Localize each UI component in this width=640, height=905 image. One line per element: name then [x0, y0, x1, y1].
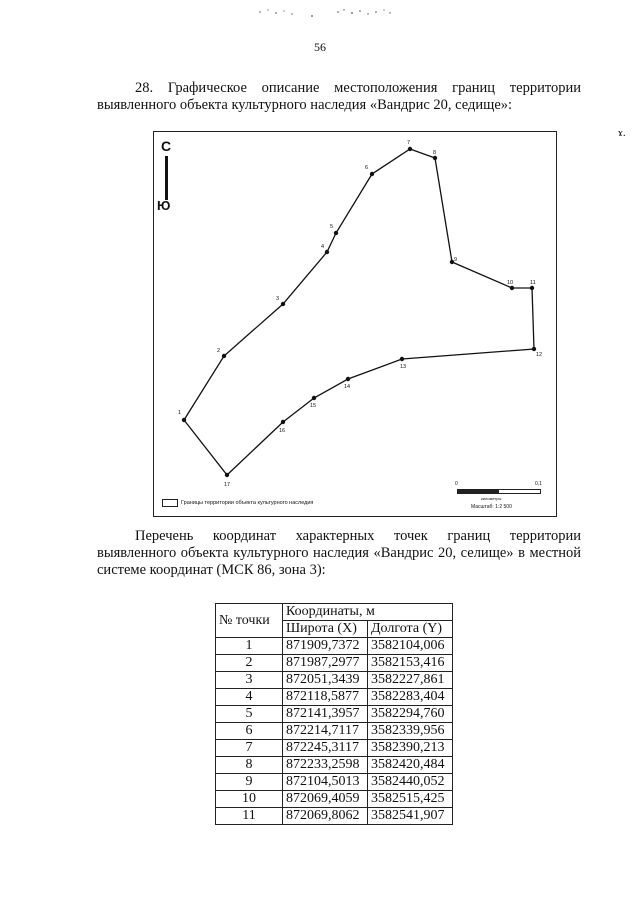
boundary-point — [225, 473, 229, 477]
point-number-cell: 1 — [216, 638, 283, 655]
longitude-cell: 3582104,006 — [368, 638, 453, 655]
boundary-point — [281, 302, 285, 306]
longitude-cell: 3582515,425 — [368, 791, 453, 808]
latitude-cell: 872245,3117 — [283, 740, 368, 757]
latitude-cell: 871987,2977 — [283, 655, 368, 672]
header-point-number: № точки — [216, 604, 283, 638]
point-number-cell: 9 — [216, 774, 283, 791]
boundary-point — [346, 377, 350, 381]
page-number: 56 — [314, 40, 326, 54]
map-legend — [162, 499, 313, 507]
point-label: 10 — [507, 280, 514, 286]
point-label: 6 — [365, 165, 369, 171]
longitude-cell: 3582283,404 — [368, 689, 453, 706]
point-label: 1 — [178, 410, 182, 416]
header-longitude: Долгота (Y) — [368, 621, 453, 638]
table-row — [216, 672, 453, 689]
point-number-cell: 8 — [216, 757, 283, 774]
scale-start-label: 0 — [455, 481, 458, 487]
coordinates-table — [215, 603, 453, 825]
territory-boundary — [184, 149, 534, 475]
longitude-cell: 3582541,907 — [368, 808, 453, 825]
table-row — [216, 774, 453, 791]
boundary-map-drawing — [154, 132, 556, 516]
latitude-cell: 871909,7372 — [283, 638, 368, 655]
table-row — [216, 723, 453, 740]
coordinates-intro-paragraph: Перечень координат характерных точек границ территории выявленного объекта культурного наследия «Вандрис 20, селище» в местной системе координат (МСК 86, зона 3): — [97, 528, 581, 578]
south-label: Ю — [157, 198, 171, 213]
north-arrow-icon — [165, 156, 168, 200]
longitude-cell: 3582390,213 — [368, 740, 453, 757]
point-label: 3 — [276, 296, 280, 302]
scale-end-label: 0,1 — [535, 481, 542, 487]
boundary-map — [153, 131, 557, 517]
boundary-point — [433, 156, 437, 160]
boundary-point — [334, 231, 338, 235]
boundary-point — [510, 286, 514, 290]
point-label: 13 — [400, 364, 407, 370]
boundary-point — [400, 357, 404, 361]
table-row — [216, 808, 453, 825]
boundary-point — [325, 250, 329, 254]
point-label: 5 — [330, 224, 334, 230]
scan-mark: ɤ. — [618, 127, 626, 139]
longitude-cell: 3582440,052 — [368, 774, 453, 791]
point-number-cell: 11 — [216, 808, 283, 825]
point-label: 15 — [310, 403, 317, 409]
point-label: 11 — [530, 280, 536, 286]
point-number-cell: 2 — [216, 655, 283, 672]
north-label: С — [161, 138, 172, 154]
longitude-cell: 3582294,760 — [368, 706, 453, 723]
latitude-cell: 872069,4059 — [283, 791, 368, 808]
section-heading-paragraph: 28. Графическое описание местоположения границ территории выявленного объекта культурного наследия «Вандрис 20, седище»: — [97, 80, 581, 113]
point-label: 14 — [344, 384, 351, 390]
table-row — [216, 655, 453, 672]
point-label: 8 — [433, 150, 437, 156]
point-label: 9 — [454, 257, 458, 263]
boundary-point — [281, 420, 285, 424]
longitude-cell: 3582420,484 — [368, 757, 453, 774]
point-label: 4 — [321, 244, 325, 250]
table-row — [216, 706, 453, 723]
latitude-cell: 872214,7117 — [283, 723, 368, 740]
header-coordinates: Координаты, м — [283, 604, 453, 621]
point-number-cell: 5 — [216, 706, 283, 723]
scale-bar — [457, 489, 541, 494]
table-row — [216, 740, 453, 757]
boundary-point — [182, 418, 186, 422]
longitude-cell: 3582339,956 — [368, 723, 453, 740]
point-number-cell: 10 — [216, 791, 283, 808]
latitude-cell: 872141,3957 — [283, 706, 368, 723]
latitude-cell: 872118,5877 — [283, 689, 368, 706]
point-number-cell: 6 — [216, 723, 283, 740]
table-row — [216, 689, 453, 706]
header-latitude: Широта (X) — [283, 621, 368, 638]
scale-ratio-label: Масштаб: 1:2 500 — [471, 504, 512, 510]
latitude-cell: 872051,3439 — [283, 672, 368, 689]
point-number-cell: 7 — [216, 740, 283, 757]
scan-artifact — [240, 6, 410, 18]
latitude-cell: 872069,8062 — [283, 808, 368, 825]
point-label: 12 — [536, 352, 543, 358]
table-row — [216, 757, 453, 774]
point-label: 16 — [279, 428, 286, 434]
longitude-cell: 3582153,416 — [368, 655, 453, 672]
legend-text: Границы территории объекта культурного наследия — [181, 500, 314, 506]
boundary-point — [222, 354, 226, 358]
latitude-cell: 872104,5013 — [283, 774, 368, 791]
boundary-point — [370, 172, 374, 176]
legend-swatch — [162, 499, 178, 507]
boundary-point — [530, 286, 534, 290]
longitude-cell: 3582227,861 — [368, 672, 453, 689]
point-number-cell: 3 — [216, 672, 283, 689]
point-label: 2 — [217, 348, 221, 354]
table-row — [216, 638, 453, 655]
scale-units-label: километры — [481, 496, 502, 501]
point-label: 17 — [224, 482, 231, 488]
point-label: 7 — [407, 140, 411, 146]
latitude-cell: 872233,2598 — [283, 757, 368, 774]
boundary-point — [408, 147, 412, 151]
boundary-point — [312, 396, 316, 400]
point-number-cell: 4 — [216, 689, 283, 706]
boundary-point — [532, 347, 536, 351]
table-row — [216, 791, 453, 808]
